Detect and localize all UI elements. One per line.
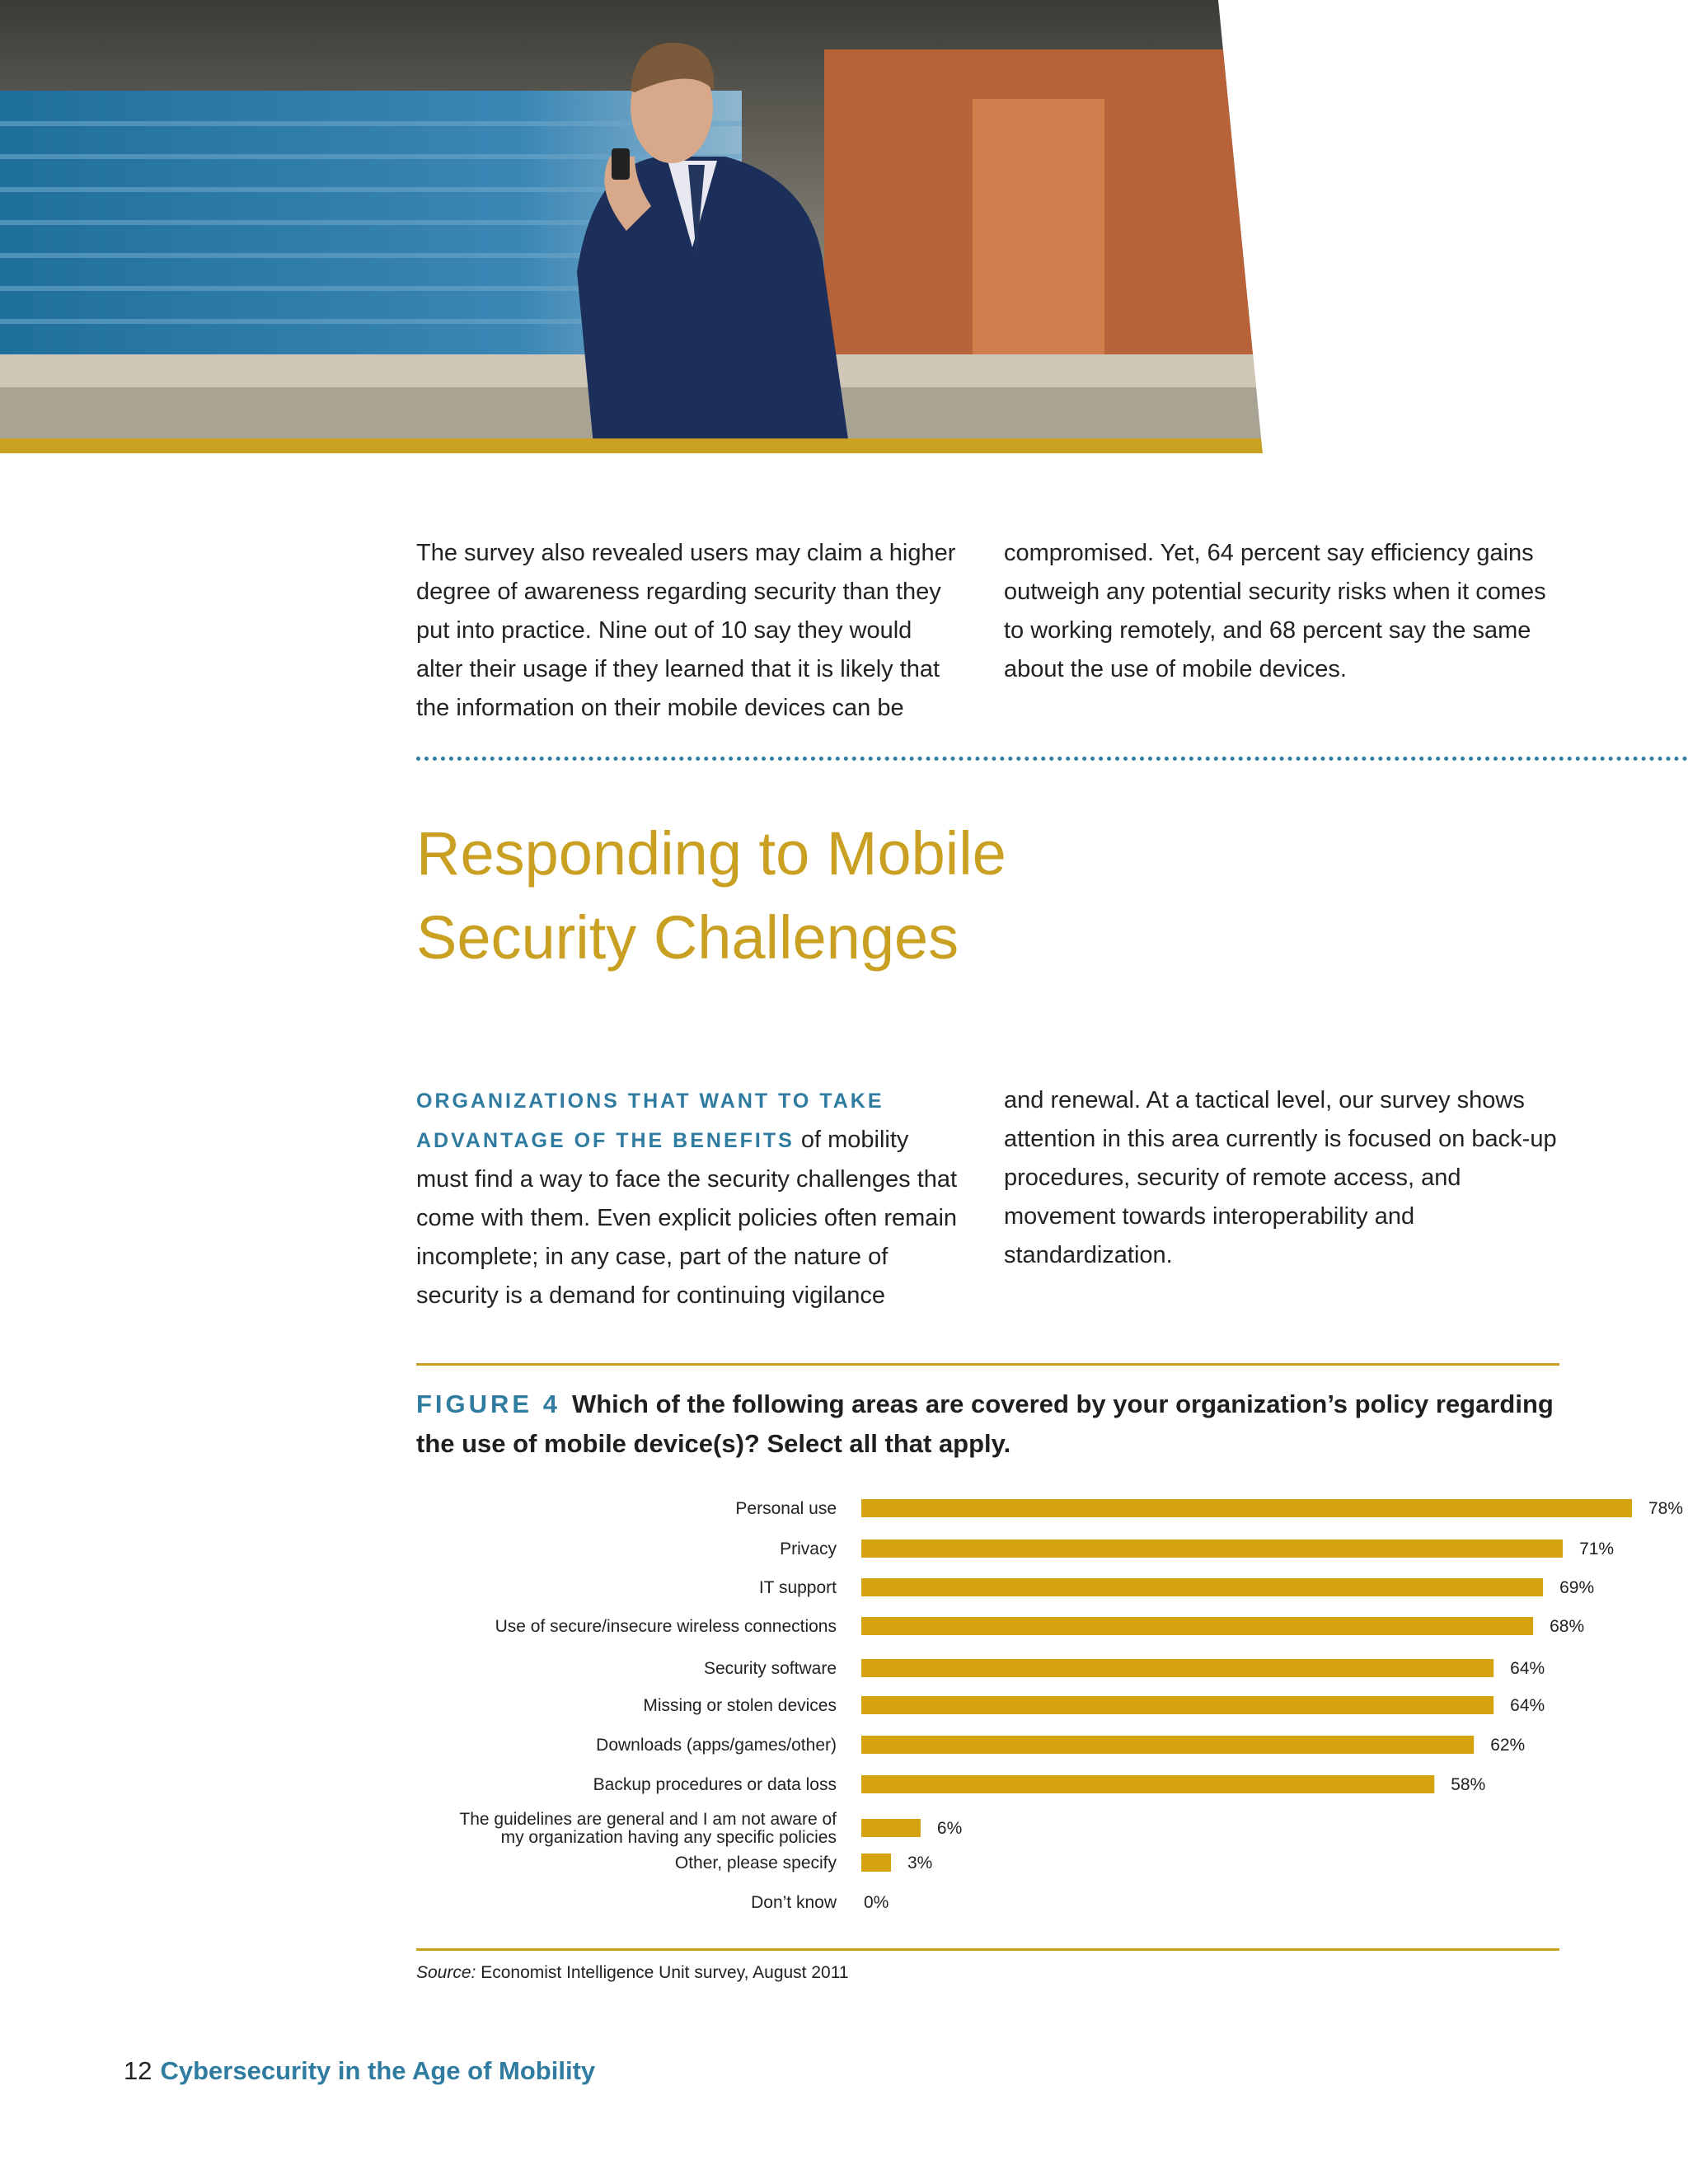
bar-chart bbox=[416, 1483, 1684, 1929]
figure-source bbox=[416, 1963, 849, 1983]
bar-5 bbox=[861, 1696, 1493, 1714]
bar-6 bbox=[861, 1736, 1474, 1754]
value-label-7: 58% bbox=[1451, 1775, 1486, 1794]
value-label-5: 64% bbox=[1510, 1696, 1545, 1715]
footer-doc-title: Cybersecurity in the Age of Mobility bbox=[160, 2056, 596, 2085]
bar-3 bbox=[861, 1617, 1533, 1635]
dotted-divider bbox=[416, 757, 1688, 761]
source-text: Economist Intelligence Unit survey, August 2011 bbox=[476, 1963, 849, 1982]
lead-in-caps: ORGANIZATIONS THAT WANT TO TAKE ADVANTAGE OF THE BENEFITS bbox=[416, 1090, 884, 1152]
figure-heading bbox=[416, 1385, 1562, 1464]
intro-column-1 bbox=[416, 534, 964, 728]
page-number: 12 bbox=[124, 2056, 152, 2085]
category-label-8: The guidelines are general and I am not aware of my organization having any specific policies bbox=[459, 1810, 837, 1847]
bar-7 bbox=[861, 1775, 1434, 1793]
intro-paragraph-1: The survey also revealed users may claim a higher degree of awareness regarding security than they put into practice. Nine out of 10 say they would alter their usage if they learned that it is likely that the information on their mobile devices can be bbox=[416, 540, 956, 721]
category-label-0: Personal use bbox=[735, 1499, 837, 1518]
category-label-9: Other, please specify bbox=[674, 1854, 837, 1872]
source-label: Source: bbox=[416, 1963, 476, 1982]
figure-bottom-rule bbox=[416, 1948, 1559, 1951]
value-label-3: 68% bbox=[1550, 1617, 1585, 1636]
hero-photo-illustration bbox=[0, 0, 1266, 453]
category-label-2: IT support bbox=[758, 1578, 837, 1597]
category-label-6: Downloads (apps/games/other) bbox=[596, 1736, 837, 1755]
section-paragraph-1-text: of mobility must find a way to face the security challenges that come with them. Even explicit policies often remain incomplete; in any case, part of the nature of security is a demand for continuing vigilance bbox=[416, 1127, 958, 1309]
figure-question: Which of the following areas are covered by your organization’s policy regarding the use of mobile device(s)? Select all that apply. bbox=[416, 1390, 1554, 1458]
section-paragraph-1 bbox=[416, 1081, 964, 1315]
value-label-4: 64% bbox=[1510, 1659, 1545, 1678]
value-label-0: 78% bbox=[1648, 1499, 1684, 1518]
section-paragraph-2: and renewal. At a tactical level, our survey shows attention in this area currently is focused on back-up procedures, security of remote access, and movement towards interoperability and standardization. bbox=[1004, 1087, 1557, 1268]
intro-paragraph-2: compromised. Yet, 64 percent say efficiency gains outweigh any potential security risks when it comes to working remotely, and 68 percent say the same about the use of mobile devices. bbox=[1004, 540, 1546, 682]
value-label-6: 62% bbox=[1490, 1736, 1526, 1755]
category-label-1: Privacy bbox=[780, 1540, 837, 1558]
category-label-10: Don’t know bbox=[751, 1893, 837, 1912]
page-footer bbox=[124, 2056, 595, 2086]
category-label-4: Security software bbox=[703, 1659, 837, 1678]
figure-label: FIGURE 4 bbox=[416, 1390, 560, 1418]
figure-top-rule bbox=[416, 1363, 1559, 1366]
bar-9 bbox=[861, 1854, 891, 1872]
bar-4 bbox=[861, 1659, 1493, 1677]
hero-photo bbox=[0, 0, 1266, 453]
figure-4-chart bbox=[416, 1483, 1684, 1933]
intro-column-2 bbox=[1004, 534, 1564, 689]
bar-0 bbox=[861, 1499, 1632, 1517]
section-column-2 bbox=[1004, 1081, 1564, 1275]
value-label-2: 69% bbox=[1559, 1578, 1595, 1597]
category-label-3: Use of secure/insecure wireless connections bbox=[495, 1617, 837, 1636]
bar-8 bbox=[861, 1819, 921, 1837]
category-label-5: Missing or stolen devices bbox=[643, 1696, 837, 1715]
value-label-1: 71% bbox=[1579, 1540, 1615, 1558]
bar-1 bbox=[861, 1540, 1563, 1558]
value-label-9: 3% bbox=[907, 1854, 933, 1872]
section-column-1 bbox=[416, 1081, 964, 1315]
value-label-10: 0% bbox=[864, 1893, 889, 1912]
category-label-7: Backup procedures or data loss bbox=[593, 1775, 837, 1794]
bar-2 bbox=[861, 1578, 1543, 1596]
section-title: Responding to Mobile Security Challenges bbox=[416, 819, 1006, 972]
value-label-8: 6% bbox=[936, 1819, 963, 1838]
